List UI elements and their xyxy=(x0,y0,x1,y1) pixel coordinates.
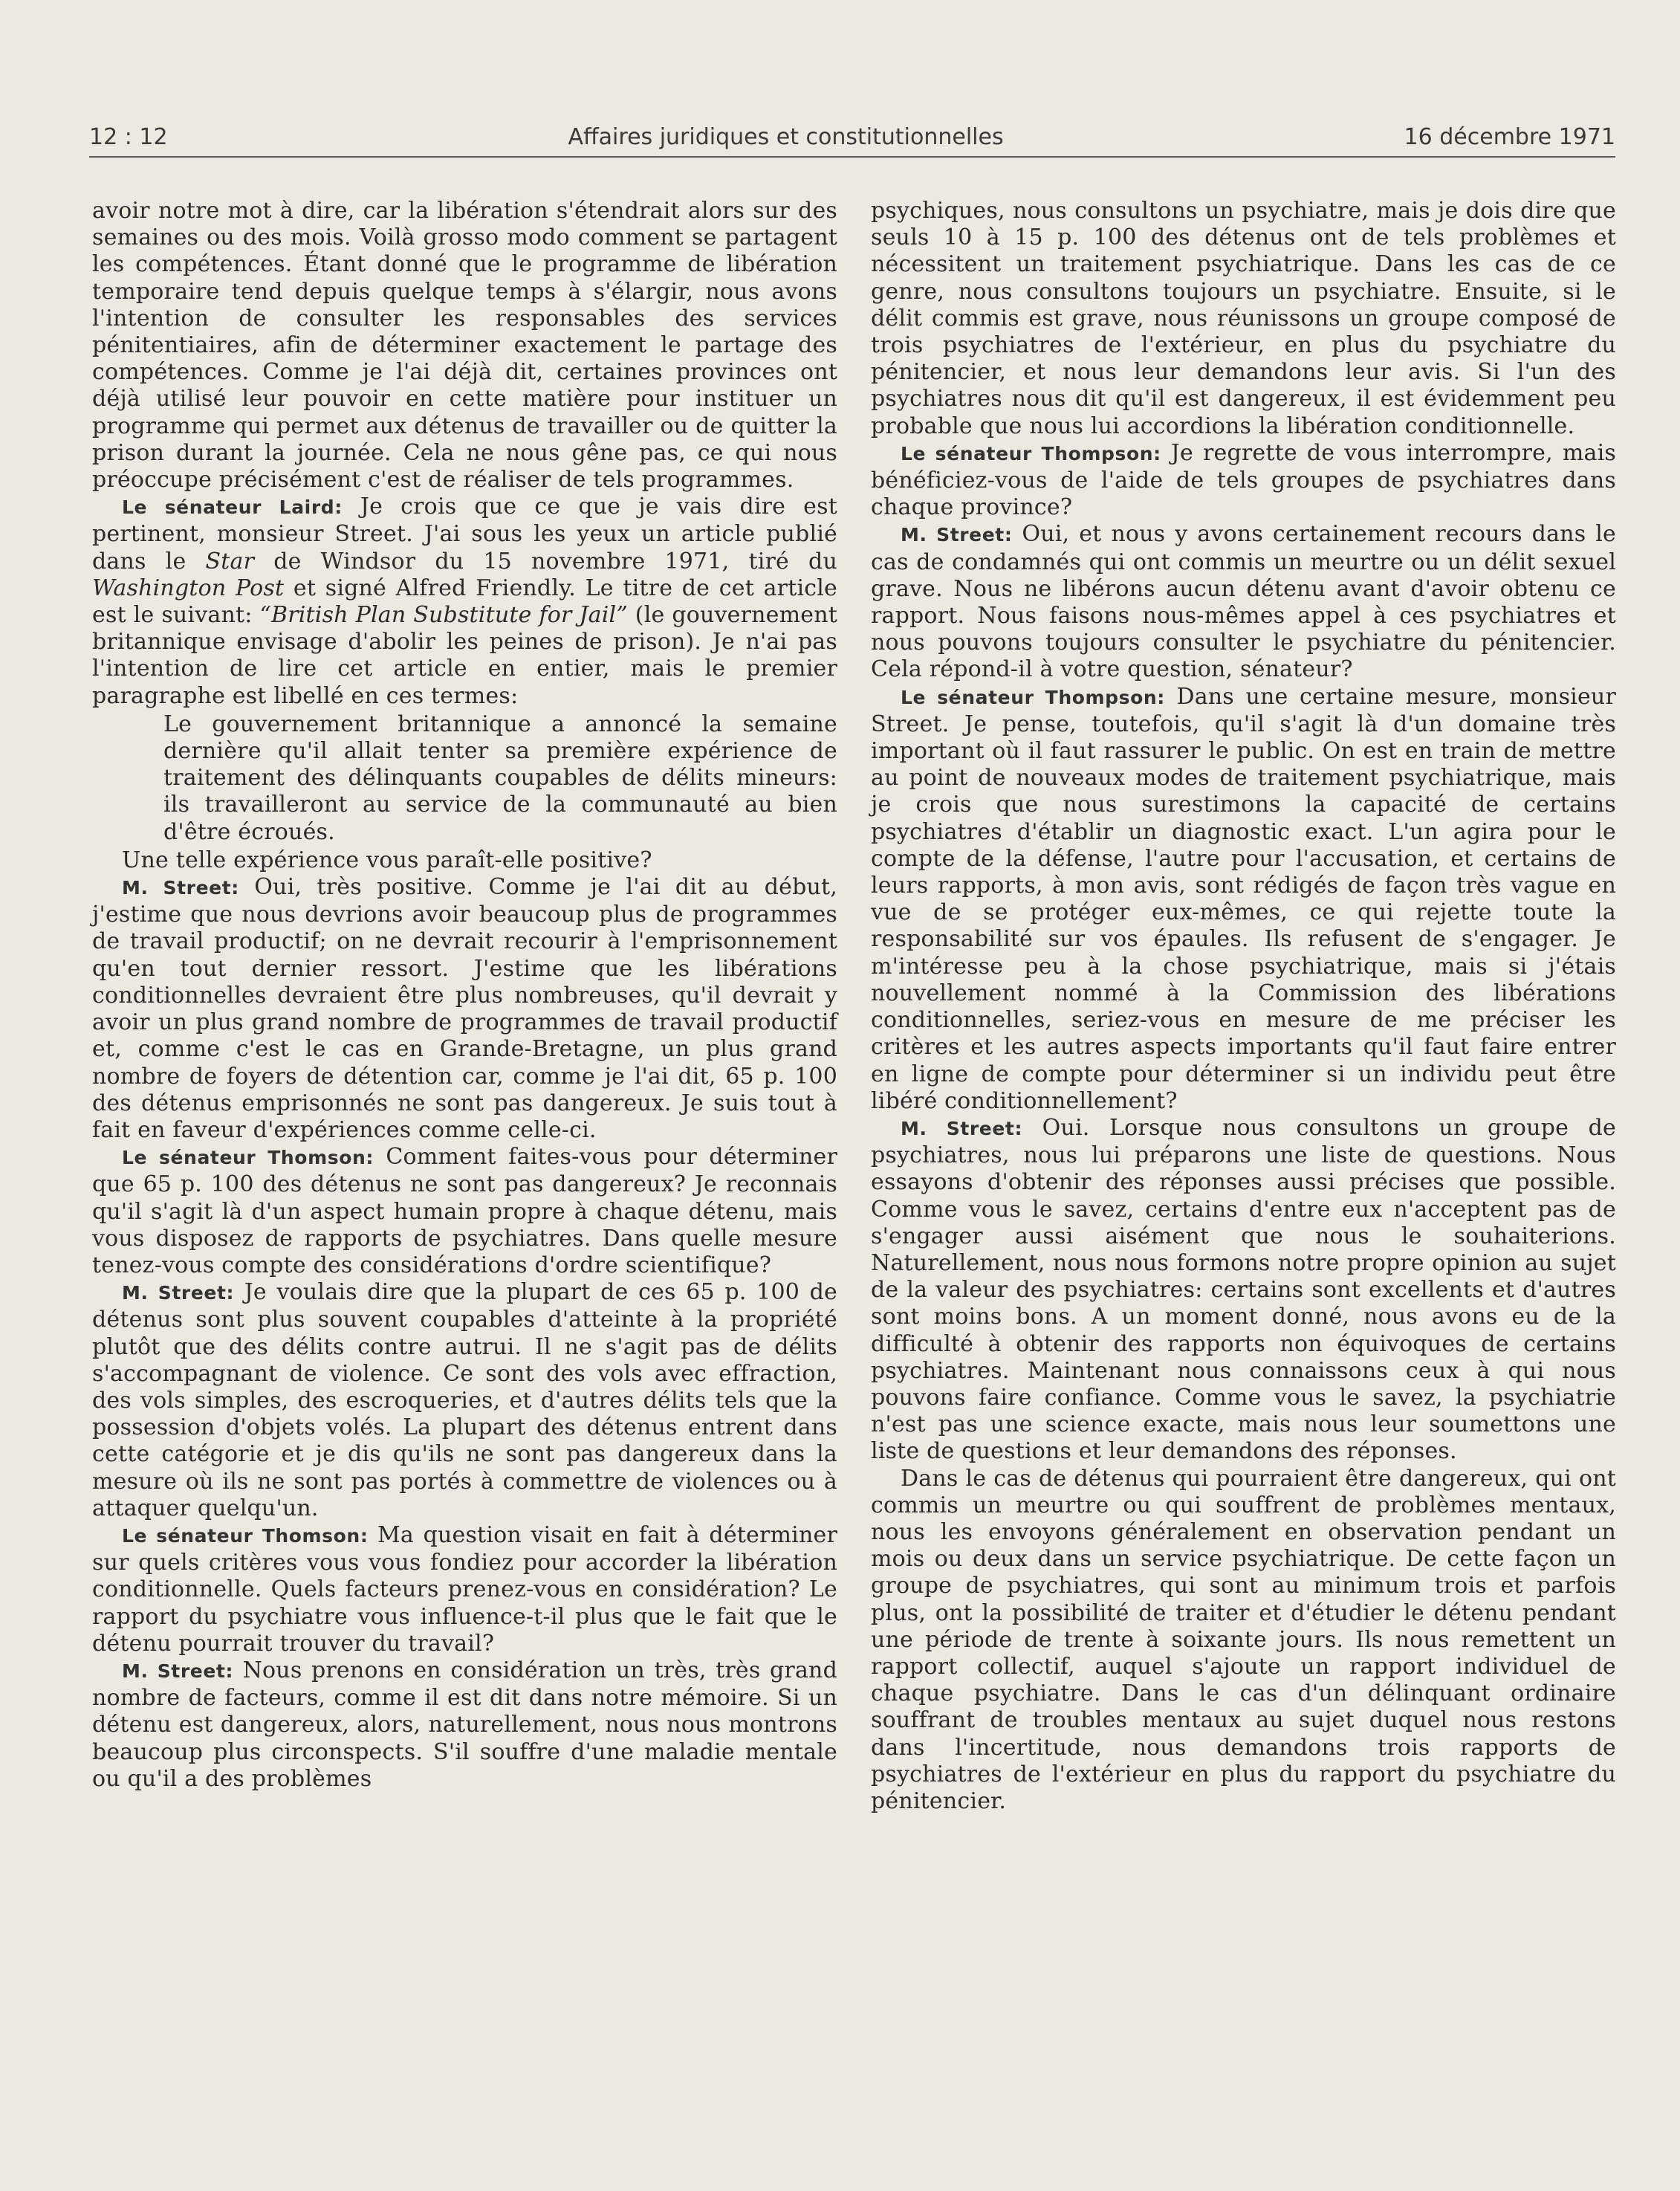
left-column xyxy=(92,198,837,1793)
speech-text: et signé Alfred Friendly. Le titre de cet article est le suivant: xyxy=(92,575,837,629)
speaker-name: Le sénateur Thompson: xyxy=(901,442,1161,465)
running-header xyxy=(89,113,1615,150)
speech-text: Ma question visait en fait à déterminer sur quels critères vous vous fondiez pour accorder la libération conditionnelle. Quels facteurs prenez-vous en considération? Le rapport du psychiatre vous influence-t-il plus que le fait que le détenu pourrait trouver du travail? xyxy=(92,1521,837,1657)
speech-text: de Windsor du 15 novembre 1971, tiré du xyxy=(254,548,837,575)
block-quote: Le gouvernement britannique a annoncé la semaine dernière qu'il allait tenter sa première expérience de traitement des délinquants coupables de délits mineurs: ils travailleront au service de la communauté au bien d'être écroués. xyxy=(163,711,837,845)
speaker-name: M. Street: xyxy=(901,524,1013,546)
issue-date: 16 décembre 1971 xyxy=(1404,124,1615,150)
speech-paragraph xyxy=(92,1657,837,1793)
speaker-name: M. Street: xyxy=(122,1660,234,1682)
paragraph: psychiques, nous consultons un psychiatre, mais je dois dire que seuls 10 à 15 p. 100 des détenus ont de tels problèmes et nécessitent un traitement psychiatrique. Dans les cas de ce genre, nous consultons toujours un psychiatre. Ensuite, si le délit commis est grave, nous réunissons un groupe composé de trois psychiatres de l'extérieur, en plus du psychiatre du pénitencier, et nous leur demandons leur avis. Si l'un des psychiatres nous dit qu'il est dangereux, il est évidemment peu probable que nous lui accordions la libération conditionnelle. xyxy=(871,198,1616,439)
speaker-name: Le sénateur Thomson: xyxy=(122,1524,369,1547)
speech-paragraph xyxy=(92,1522,837,1657)
newspaper-title: Star xyxy=(205,548,255,575)
speech-text: Oui, et nous y avons certainement recours dans le cas de condamnés qui ont commis un meurtre ou un délit sexuel grave. Nous ne libérons aucun détenu avant d'avoir obtenu ce rapport. Nous faisons nous-mêmes appel à ces psychiatres et nous pouvons toujours consulter le psychiatre du pénitencier. Cela répond-il à votre question, sénateur? xyxy=(871,521,1616,683)
speech-text: Oui. Lorsque nous consultons un groupe de psychiatres, nous lui préparons une liste de questions. Nous essayons d'obtenir des réponses aussi précises que possible. Comme vous le savez, certains d'entre eux n'acceptent pas de s'engager aussi aisément que nous le souhaiterions. Naturellement, nous nous formons notre propre opinion au sujet de la valeur des psychiatres: certains sont excellents et d'autres sont moins bons. A un moment donné, nous avons eu de la difficulté à obtenir des rapports non équivoques de certains psychiatres. Maintenant nous connaissons ceux à qui nous pouvons faire confiance. Comme vous le savez, la psychiatrie n'est pas une science exacte, mais nous leur soumettons une liste de questions et leur demandons des réponses. xyxy=(871,1114,1616,1465)
speech-text: Je voulais dire que la plupart de ces 65 p. 100 de détenus sont plus souvent coupables d'atteinte à la propriété plutôt que des délits contre autrui. Il ne s'agit pas de délits s'accompagnant de violence. Ce sont des vols avec effraction, des vols simples, des escroqueries, et d'autres délits tels que la possession d'objets volés. La plupart des détenus entrent dans cette catégorie et je dis qu'ils ne sont pas dangereux dans la mesure où ils ne sont pas portés à commettre de violences ou à attaquer quelqu'un. xyxy=(92,1279,837,1521)
speaker-name: Le sénateur Laird: xyxy=(122,496,343,519)
speech-text: Oui, très positive. Comme je l'ai dit au début, j'estime que nous devrions avoir beaucoup plus de programmes de travail productif; on ne devrait recourir à l'emprisonnement qu'en tout dernier ressort. J'estime que les libérations conditionnelles devraient être plus nombreuses, qu'il devrait y avoir un plus grand nombre de programmes de travail productif et, comme c'est le cas en Grande-Bretagne, un plus grand nombre de foyers de détention car, comme je l'ai dit, 65 p. 100 des détenus emprisonnés ne sont pas dangereux. Je suis tout à fait en faveur d'expériences comme celle-ci. xyxy=(92,874,837,1143)
speech-paragraph xyxy=(92,1279,837,1522)
speech-paragraph xyxy=(871,1115,1616,1466)
paragraph: Dans le cas de détenus qui pourraient être dangereux, qui ont commis un meurtre ou qui souffrent de problèmes mentaux, nous les envoyons généralement en observation pendant un mois ou deux dans un service psychiatrique. De cette façon un groupe de psychiatres, qui sont au minimum trois et parfois plus, ont la possibilité de traiter et d'étudier le détenu pendant une période de trente à soixante jours. Ils nous remettent un rapport collectif, auquel s'ajoute un rapport individuel de chaque psychiatre. Dans le cas d'un délinquant ordinaire souffrant de troubles mentaux au sujet duquel nous restons dans l'incertitude, nous demandons trois rapports de psychiatres de l'extérieur en plus du rapport du psychiatre du pénitencier. xyxy=(871,1465,1616,1814)
speech-paragraph xyxy=(871,440,1616,522)
speech-text: Comment faites-vous pour déterminer que 65 p. 100 des détenus ne sont pas dangereux? Je reconnais qu'il s'agit là d'un aspect humain propre à chaque détenu, mais vous disposez de rapports de psychiatres. Dans quelle mesure tenez-vous compte des considérations d'ordre scientifique? xyxy=(92,1144,837,1278)
speech-paragraph xyxy=(871,521,1616,683)
speech-paragraph xyxy=(92,874,837,1144)
header-divider xyxy=(89,156,1615,158)
speaker-name: Le sénateur Thomson: xyxy=(122,1147,374,1169)
paragraph: avoir notre mot à dire, car la libération s'étendrait alors sur des semaines ou des mois. Voilà grosso modo comment se partagent les compétences. Étant donné que le programme de libération temporaire tend depuis quelque temps à s'élargir, nous avons l'intention de consulter les responsables des services pénitentiaires, afin de déterminer exactement le partage des compétences. Comme je l'ai déjà dit, certaines provinces ont déjà utilisé leur pouvoir en cette matière pour instituer un programme qui permet aux détenus de travailler ou de quitter la prison durant la journée. Cela ne nous gêne pas, ce qui nous préoccupe précisément c'est de réaliser de tels programmes. xyxy=(92,198,837,493)
speaker-name: M. Street: xyxy=(122,877,239,899)
speech-paragraph xyxy=(871,684,1616,1115)
speech-text: Je crois que ce que je vais dire est pertinent, monsieur Street. J'ai sous les yeux un article publié dans le xyxy=(92,493,837,575)
speaker-name: Le sénateur Thompson: xyxy=(901,686,1165,708)
paragraph: Une telle expérience vous paraît-elle positive? xyxy=(122,847,652,873)
speech-text: Je regrette de vous interrompre, mais bénéficiez-vous de l'aide de tels groupes de psychiatres dans chaque province? xyxy=(871,439,1616,521)
page-number: 12 : 12 xyxy=(89,124,168,150)
newspaper-title: Washington Post xyxy=(92,575,285,601)
right-column xyxy=(871,198,1616,1815)
speaker-name: M. Street: xyxy=(901,1117,1023,1139)
speech-paragraph xyxy=(92,493,837,710)
speech-text: Dans une certaine mesure, monsieur Street. Je pense, toutefois, qu'il s'agit là d'un domaine très important où il faut rassurer le public. On est en train de mettre au point de nouveaux modes de traitement psychiatrique, mais je crois que nous surestimons la capacité de certains psychiatres d'établir un diagnostic exact. L'un agira pour le compte de la défense, l'autre pour l'accusation, et certains de leurs rapports, à mon avis, sont rédigés de façon très vague en vue de se protéger eux-mêmes, ce qui rejette toute la responsabilité sur vos épaules. Ils refusent de s'engager. Je m'intéresse peu à la chose psychiatrique, mais si j'étais nouvellement nommé à la Commission des libérations conditionnelles, seriez-vous en mesure de me préciser les critères et les autres aspects importants qu'il faut faire entrer en ligne de compte pour déterminer si un individu peut être libéré conditionnellement? xyxy=(871,683,1616,1114)
publication-title: Affaires juridiques et constitutionnelles xyxy=(568,124,1004,150)
speech-text: Nous prenons en considération un très, très grand nombre de facteurs, comme il est dit dans notre mémoire. Si un détenu est dangereux, alors, naturellement, nous nous montrons beaucoup plus circonspects. S'il souffre d'une maladie mentale ou qu'il a des problèmes xyxy=(92,1657,837,1792)
speech-text: (le gouvernement britannique envisage d'abolir les peines de prison). Je n'ai pas l'intention de lire cet article en entier, mais le premier paragraphe est libellé en ces termes: xyxy=(92,602,838,709)
article-title: “British Plan Substitute for Jail” xyxy=(259,602,628,629)
speaker-name: M. Street: xyxy=(122,1282,235,1304)
speech-paragraph xyxy=(92,1144,837,1279)
